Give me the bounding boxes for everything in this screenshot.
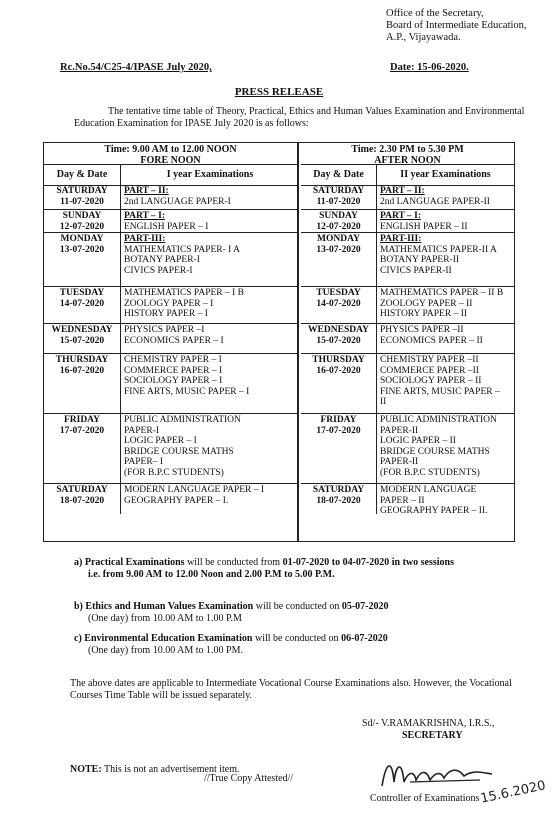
exam-line: ENGLISH PAPER – II [380,221,468,232]
note-c-line2: (One day) from 10.00 AM to 1.00 PM. [88,645,243,656]
table-row [44,210,297,233]
day-name: SATURDAY [312,186,365,196]
table-row [44,287,297,324]
note-c-date: 06-07-2020 [341,633,388,644]
vocational-note: The above dates are applicable to Intermediate Vocational Course Examinations also. However, the Vocational Courses Time Table will be issued separately. [70,678,512,701]
exam-line: MATHEMATICS PAPER – I B [124,288,245,298]
handwritten-date: 15.6.2020 [479,778,548,807]
exam-line: SOCIOLOGY PAPER – II [380,376,482,386]
office-line-2: Board of Intermediate Education, [386,20,527,31]
exam-line: GEOGRAPHY PAPER – II. [380,506,488,516]
note-a-label: a) [74,557,83,568]
day-date-cell [44,484,120,514]
exam-line: PHYSICS PAPER –II [380,325,464,335]
note-b-date: 05-07-2020 [341,601,389,612]
exam-cell [376,414,514,483]
day-date-cell [301,324,376,353]
exam-line: MATHEMATICS PAPER – II B [380,288,504,298]
document-date: Date: 15-06-2020. [390,62,469,73]
office-line-1: Office of the Secretary, [386,8,484,19]
day-name: WEDNESDAY [308,325,369,335]
exam-line: PAPER-II [380,425,419,436]
exam-line: ZOOLOGY PAPER – I [124,298,214,309]
exam-line: MATHEMATICS PAPER- I A [124,244,241,255]
note-environmental [74,633,388,657]
exam-date: 11-07-2020 [316,196,361,207]
controller-of-examinations: Controller of Examinations [370,793,480,804]
day-name: SUNDAY [319,211,358,221]
table-row [44,414,297,484]
table-row [301,484,514,514]
note-text: This is not an advertisement item. [101,764,240,775]
exam-line: BRIDGE COURSE MATHS [380,446,490,457]
exam-line: PAPER – II [380,495,425,506]
exam-line: PART – I: [124,211,166,221]
exam-line: MODERN LANGUAGE PAPER – I [124,485,265,495]
exam-cell [120,484,299,514]
note-a-dates: 01-07-2020 to 04-07-2020 in two sessions [282,557,454,568]
exam-line: FINE ARTS, MUSIC PAPER – I [124,386,250,397]
day-name: FRIDAY [320,415,357,425]
exam-cell [120,233,299,286]
afternoon-header [301,143,514,165]
col-day-date: Day & Date [313,169,364,180]
true-copy-attested: //True Copy Attested// [204,773,294,784]
note-b-bold: Ethics and Human Values Examination [85,601,254,612]
afternoon-column-headers [301,165,514,186]
day-date-cell [44,185,120,209]
exam-line: PART – II: [380,186,425,196]
table-row [301,210,514,233]
exam-line: PART – I: [380,211,422,221]
exam-line: LOGIC PAPER – II [380,436,456,446]
day-date-cell [44,354,120,413]
forenoon-column-headers [44,165,297,186]
day-name: FRIDAY [63,415,101,425]
exam-line: PAPER-II [380,457,419,467]
office-line-3: A.P., Vijayawada. [386,32,461,43]
exam-line: (FOR B.P.C STUDENTS) [124,467,224,478]
day-date-cell [301,185,376,209]
exam-cell [120,354,299,413]
exam-cell [376,287,514,323]
day-date-cell [301,233,376,286]
note-a-line2: i.e. from 9.00 AM to 12.00 Noon and 2.00 P.M to 5.00 P.M. [88,569,335,580]
col-exams: II year Examinations [376,165,514,185]
exam-line: PART-III: [124,234,166,244]
note-c-text: will be conducted on [252,633,342,644]
exam-line: PART – II: [124,186,169,196]
exam-date: 18-07-2020 [59,495,105,506]
exam-line: ZOOLOGY PAPER – II [380,298,473,309]
day-date-cell [44,324,120,353]
day-name: MONDAY [317,234,360,244]
day-name: THURSDAY [312,355,365,365]
exam-line: MATHEMATICS PAPER-II A [380,244,497,255]
exam-line: CIVICS PAPER-II [380,265,452,276]
exam-date: 12-07-2020 [59,221,105,232]
day-name: TUESDAY [59,288,105,298]
day-date-cell [44,287,120,323]
exam-line: GEOGRAPHY PAPER – I. [124,495,229,506]
table-row [44,233,297,287]
note-c-label: c) [74,633,82,644]
col-day-date: Day & Date [56,169,108,180]
exam-line: II [380,397,387,407]
office-address [386,8,527,44]
exam-line: PART-III: [380,234,422,244]
day-name: WEDNESDAY [51,325,113,335]
exam-line: PUBLIC ADMINISTRATION [124,415,241,425]
timetable [43,142,515,542]
table-row [301,185,514,210]
reference-number: Rc.No.54/C25-4/IPASE July 2020, [60,62,212,73]
table-row [301,324,514,354]
exam-line: CHEMISTRY PAPER – I [124,355,222,365]
note-label: NOTE: [70,764,102,775]
exam-line: 2nd LANGUAGE PAPER-II [380,196,490,207]
exam-cell [376,210,514,232]
day-name: THURSDAY [55,355,109,365]
note-practical [74,557,454,581]
signatory-name: Sd/- V.RAMAKRISHNA, I.R.S., [362,718,495,729]
exam-cell [120,414,299,483]
exam-cell [376,354,514,413]
note-a-bold: Practical Examinations [84,557,185,568]
day-date-cell [44,233,120,286]
forenoon-time: Time: 9.00 AM to 12.00 NOON [104,144,237,155]
exam-line: PHYSICS PAPER –I [124,325,205,335]
table-row [44,185,297,210]
table-row [44,484,297,514]
day-date-cell [301,210,376,232]
handwritten-signature [380,752,500,792]
exam-date: 11-07-2020 [60,196,104,207]
note-b-text: will be conducted on [253,601,342,612]
exam-cell [120,210,299,232]
forenoon-session: FORE NOON [140,155,201,166]
exam-date: 17-07-2020 [316,425,361,436]
signatory-title: SECRETARY [402,730,463,741]
note-ethics [74,601,389,625]
exam-line: (FOR B.P.C STUDENTS) [380,467,480,478]
exam-cell [120,324,299,353]
exam-line: PUBLIC ADMINISTRATION [380,415,497,425]
day-name: SUNDAY [62,211,102,221]
note-c-bold: Environmental Education Examination [84,633,253,644]
day-name: MONDAY [60,234,104,244]
exam-line: COMMERCE PAPER –II [380,365,479,376]
exam-line: LOGIC PAPER – I [124,436,197,446]
exam-cell [120,287,299,323]
exam-date: 14-07-2020 [59,298,105,309]
day-date-cell [301,354,376,413]
exam-date: 16-07-2020 [59,365,105,376]
exam-line: FINE ARTS, MUSIC PAPER – [380,386,500,397]
exam-line: SOCIOLOGY PAPER – I [124,376,223,386]
day-date-cell [44,414,120,483]
exam-line: ECONOMICS PAPER – I [124,335,224,346]
exam-date: 18-07-2020 [316,495,361,506]
exam-line: HISTORY PAPER – I [124,309,208,319]
table-row [301,414,514,484]
table-row [44,354,297,414]
exam-cell [376,484,514,514]
exam-line: CHEMISTRY PAPER –II [380,355,479,365]
exam-line: BOTANY PAPER-I [124,255,200,265]
intro-paragraph: The tentative time table of Theory, Practical, Ethics and Human Values Examination and Environmental Education Examination for IPASE July 2020 is as follows: [74,106,525,129]
exam-line: COMMERCE PAPER – I [124,365,223,376]
exam-line: PAPER– I [124,457,163,467]
exam-line: CIVICS PAPER-I [124,265,193,276]
timetable-afternoon [301,143,514,541]
table-row [301,233,514,287]
exam-line: ENGLISH PAPER – I [124,221,209,232]
afternoon-session: AFTER NOON [374,155,441,166]
table-row [301,354,514,414]
table-row [301,287,514,324]
exam-line: BOTANY PAPER-II [380,255,460,265]
exam-date: 13-07-2020 [59,244,105,255]
exam-cell [376,324,514,353]
day-name: SATURDAY [312,485,365,495]
forenoon-header [44,143,297,165]
exam-line: PAPER-I [124,425,160,436]
exam-date: 16-07-2020 [316,365,361,376]
exam-date: 15-07-2020 [59,335,105,346]
exam-line: ECONOMICS PAPER – II [380,335,483,346]
exam-date: 14-07-2020 [316,298,361,309]
exam-date: 13-07-2020 [316,244,361,255]
exam-cell [120,185,299,209]
day-date-cell [301,484,376,514]
exam-date: 15-07-2020 [316,335,361,346]
day-name: TUESDAY [316,288,361,298]
day-date-cell [301,414,376,483]
exam-date: 12-07-2020 [316,221,361,232]
exam-date: 17-07-2020 [59,425,105,436]
note-b-label: b) [74,601,83,612]
day-date-cell [44,210,120,232]
day-date-cell [301,287,376,323]
table-row [44,324,297,354]
exam-line: HISTORY PAPER – II [380,309,468,319]
exam-line: 2nd LANGUAGE PAPER-I [124,196,231,207]
signatory-block [362,718,494,742]
exam-line: BRIDGE COURSE MATHS [124,446,234,457]
col-exams: I year Examinations [120,165,299,185]
note-b-line2: (One day) from 10.00 AM to 1.00 P.M [88,613,242,624]
exam-cell [376,185,514,209]
note-a-text: will be conducted from [184,557,283,568]
exam-cell [376,233,514,286]
day-name: SATURDAY [56,186,108,196]
exam-line: MODERN LANGUAGE [380,485,477,495]
press-release-title: PRESS RELEASE [234,86,324,98]
timetable-forenoon [44,143,299,541]
afternoon-time: Time: 2.30 PM to 5.30 PM [351,144,464,155]
day-name: SATURDAY [56,485,108,495]
